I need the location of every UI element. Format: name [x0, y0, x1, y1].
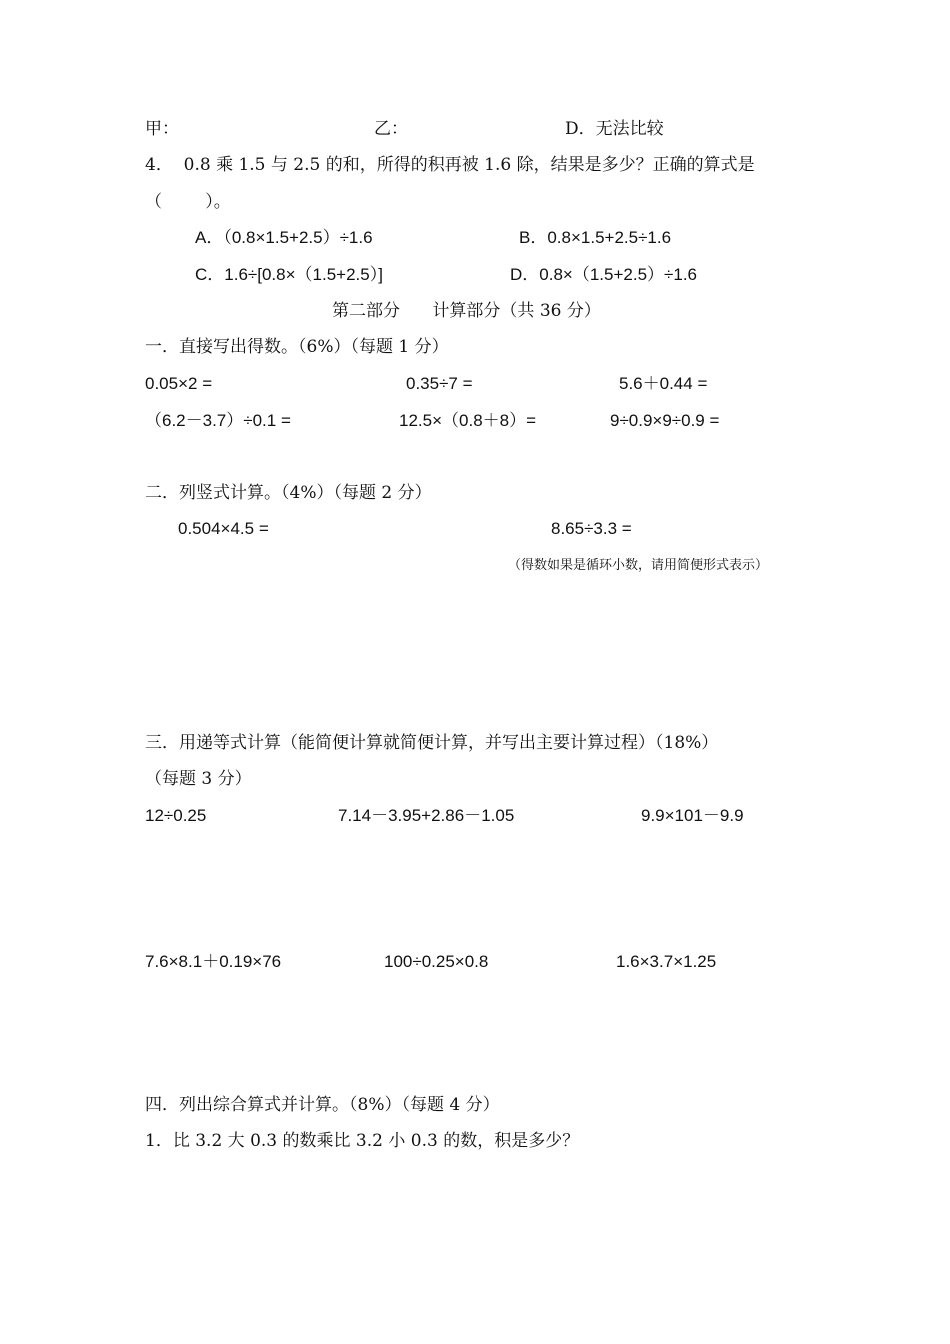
section-3-item: 1.6×3.7×1.25 — [616, 952, 717, 971]
question-4-option-d: D．0.8×（1.5+2.5）÷1.6 — [510, 265, 697, 284]
section-4-question-1: 1．比 3.2 大 0.3 的数乘比 3.2 小 0.3 的数，积是多少？ — [145, 1131, 580, 1151]
section-3-item: 7.14－3.95+2.86－1.05 — [338, 806, 515, 825]
section-2-item: 0.504×4.5 = — [178, 519, 269, 538]
section-1-item: 0.35÷7 = — [406, 374, 473, 393]
question-4-answer-blank: （ ）。 — [145, 192, 231, 212]
section-3-title: 三．用递等式计算（能简便计算就简便计算，并写出主要计算过程）（18%） — [145, 733, 719, 753]
section-3-item: 100÷0.25×0.8 — [384, 952, 489, 971]
section-2-note: （得数如果是循环小数，请用简便形式表示） — [508, 558, 769, 573]
section-1-item: 9÷0.9×9÷0.9 = — [610, 411, 720, 430]
section-4-title: 四．列出综合算式并计算。（8%）（每题 4 分） — [145, 1095, 500, 1115]
section-3-item: 12÷0.25 — [145, 806, 207, 825]
section-1-item: （6.2－3.7）÷0.1 = — [145, 411, 291, 430]
section-2-title: 二．列竖式计算。（4%）（每题 2 分） — [145, 483, 432, 503]
section-1-title: 一．直接写出得数。（6%）（每题 1 分） — [145, 337, 449, 357]
question-4-text: 4． 0.8 乘 1.5 与 2.5 的和，所得的积再被 1.6 除，结果是多少？正确的算式是 — [145, 155, 755, 175]
section-3-subtitle: （每题 3 分） — [145, 769, 252, 789]
question-4-option-b: B．0.8×1.5+2.5÷1.6 — [519, 228, 672, 247]
question-4-option-a: A．（0.8×1.5+2.5）÷1.6 — [195, 228, 373, 247]
question-4-option-c: C．1.6÷[0.8×（1.5+2.5）] — [195, 265, 383, 284]
part-2-title: 第二部分 计算部分（共 36 分） — [332, 301, 601, 321]
section-1-item: 5.6＋0.44 = — [619, 374, 708, 393]
option-yi: 乙： — [374, 119, 408, 139]
section-1-item: 12.5×（0.8＋8）= — [399, 411, 537, 430]
option-d-cannot-compare: D．无法比较 — [565, 119, 664, 139]
section-1-item: 0.05×2 = — [145, 374, 213, 393]
section-2-item: 8.65÷3.3 = — [551, 519, 632, 538]
section-3-item: 7.6×8.1＋0.19×76 — [145, 952, 282, 971]
option-jia: 甲： — [145, 119, 179, 139]
section-3-item: 9.9×101－9.9 — [641, 806, 744, 825]
